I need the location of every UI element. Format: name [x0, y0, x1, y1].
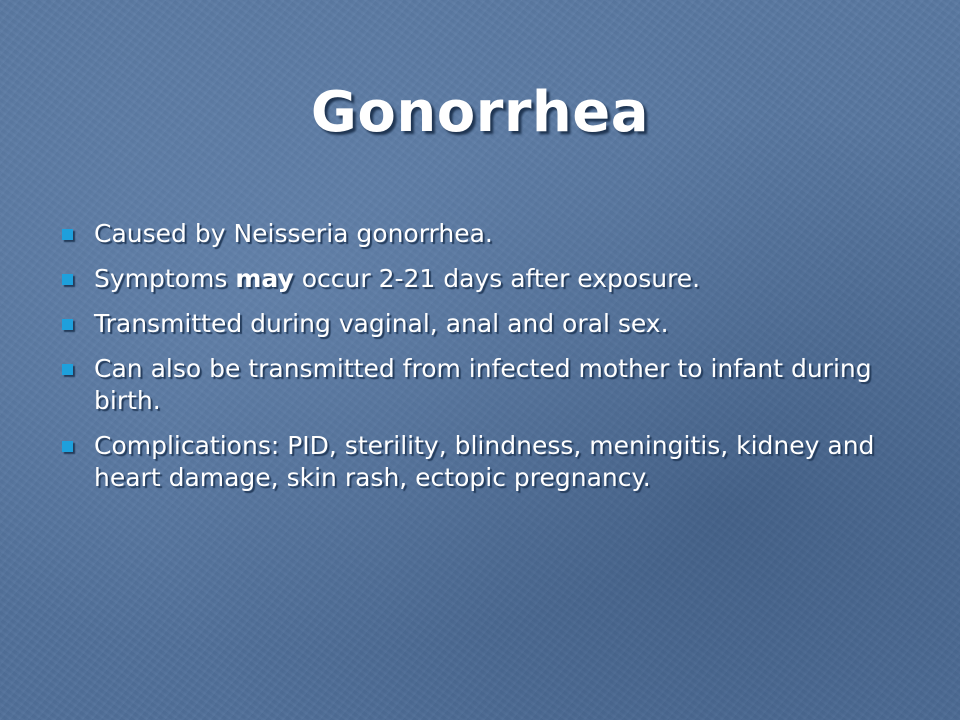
bullet-text-emphasis: may: [235, 264, 294, 293]
bullet-text: Complications: PID, sterility, blindness, meningitis, kidney and heart damage, skin rash, ectopic pregnancy.: [94, 431, 875, 492]
square-bullet-icon: [62, 274, 73, 285]
bullet-text: Transmitted during vaginal, anal and oral sex.: [94, 309, 669, 338]
bullet-item: [60, 430, 920, 494]
bullet-text: Can also be transmitted from infected mother to infant during birth.: [94, 354, 872, 415]
bullet-text-pre: Symptoms: [94, 264, 236, 293]
bullet-item: [60, 308, 920, 340]
bullet-item: [60, 218, 920, 250]
square-bullet-icon: [62, 364, 73, 375]
bullet-item: [60, 263, 920, 295]
bullet-text: Caused by Neisseria gonorrhea.: [94, 219, 493, 248]
bullet-item: [60, 353, 920, 417]
square-bullet-icon: [62, 229, 73, 240]
square-bullet-icon: [62, 319, 73, 330]
bullet-text-post: occur 2-21 days after exposure.: [293, 264, 701, 293]
bullet-list: [60, 218, 920, 507]
slide-title: Gonorrhea: [310, 80, 650, 145]
square-bullet-icon: [62, 441, 73, 452]
